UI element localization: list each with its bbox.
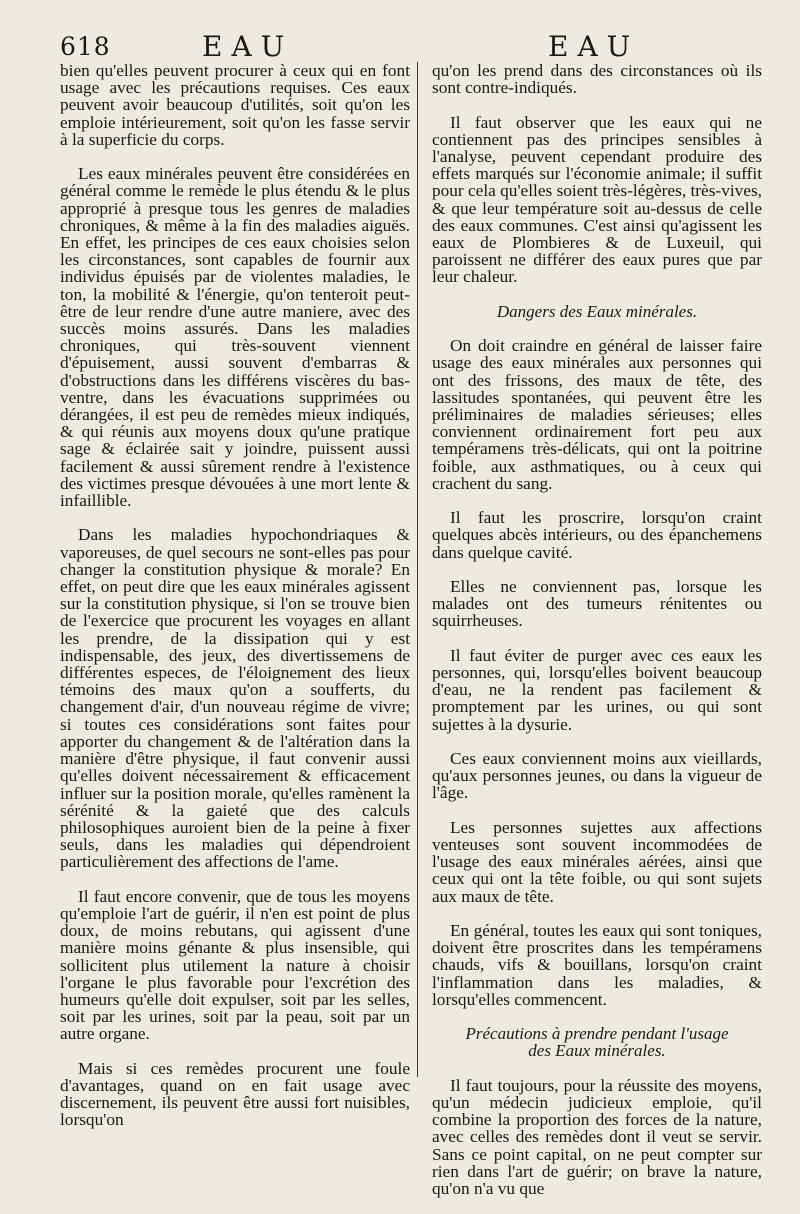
paragraph: Il faut éviter de purger avec ces eaux les personnes, qui, lorsqu'elles boivent beaucoup d'eau, ne la rendent pas facilement & promptement par les urines, ou qui sont sujettes à la dysurie.	[432, 645, 762, 734]
paragraph: Il faut toujours, pour la réussite des moyens, qu'un médecin judicieux emploie, qu'il combine la proportion des forces de la nature, avec celles des remèdes dont il veut se servir. Sans ce point capital, on ne peut compter sur rien dans l'art de guérir; on brave la nature, qu'on n'a vu que	[432, 1075, 762, 1199]
paragraph: qu'on les prend dans des circonstances où ils sont contre-indiqués.	[432, 61, 762, 98]
paragraph: bien qu'elles peuvent procurer à ceux qui en font usage avec les précautions requises. Ces eaux peuvent avoir beaucoup d'utilités, soit qu'on les emploie intérieurement, soit qu'on les fasse servir à la superficie du corps.	[60, 61, 410, 149]
paragraph: Il faut observer que les eaux qui ne contiennent pas des principes sensibles à l'analyse, peuvent cependant produire des effets marqués sur l'économie animale; il suffit pour cela qu'elles soient très-légères, très-vives, & que leur température soit au-dessus de celle des eaux communes. C'est ainsi qu'agissent les eaux de Plombieres & de Luxeuil, qui paroissent ne différer des eaux pures que par leur chaleur.	[432, 112, 762, 287]
section-heading: Dangers des Eaux minérales.	[496, 301, 698, 321]
page-header	[60, 30, 764, 64]
paragraph: On doit craindre en général de laisser faire usage des eaux minérales aux personnes qui ont des frissons, des maux de tête, des lassitudes spontanées, qui peuvent être les préliminaires de maladies sérieuses; elles conviennent ordinairement fort peu aux tempéramens très-délicats, qui ont la poitrine foible, aux asthmatiques, ou à ceux qui crachent du sang.	[432, 336, 762, 493]
page-number: 618	[60, 32, 111, 61]
paragraph: Ces eaux conviennent moins aux vieillards, qu'aux personnes jeunes, ou dans la vigueur de l'âge.	[432, 749, 762, 803]
paragraph: En général, toutes les eaux qui sont toniques, doivent être proscrites dans les tempéramens chauds, vifs & bouillans, lorsqu'on craint l'inflammation dans les maladies, & lorsqu'elles commencent.	[432, 921, 762, 1009]
paragraph: Il faut les proscrire, lorsqu'on craint quelques abcès intérieurs, ou des épanchemens dans quelque cavité.	[432, 508, 762, 562]
running-head-left: EAU	[202, 30, 294, 63]
section-heading: Précautions à prendre pendant l'usage des Eaux minérales.	[465, 1024, 729, 1061]
column-divider	[417, 62, 418, 1077]
right-column	[432, 62, 762, 1214]
paragraph: Les personnes sujettes aux affections venteuses sont souvent incommodées de l'usage des eaux minérales aérées, ainsi que ceux qui ont la tête foible, ou qui sont sujets aux maux de tête.	[432, 817, 762, 906]
paragraph: Elles ne conviennent pas, lorsque les malades ont des tumeurs rénitentes ou squirrheuses.	[432, 577, 762, 631]
paragraph: Les eaux minérales peuvent être considérées en général comme le remède le plus étendu & le plus approprié à presque tous les genres de maladies chroniques, & même à la fin des maladies aiguës. En effet, les principes de ces eaux choisies selon les circonstances, sont capables de fournir aux individus épuisés par de violentes maladies, le ton, la mobilité & l'énergie, qu'on tenteroit peut-être de leur rendre d'une autre maniere, avec des succès moins assurés. Dans les maladies chroniques, qui très-souvent viennent d'épuisement, aussi souvent d'embarras & d'obstructions dans les différens viscères du bas-ventre, dans les évacuations supprimées ou dérangées, il est peu de remèdes mieux indiqués, & qui réunis aux moyens doux qu'une pratique sage & éclairée sait y joindre, puissent aussi facilement & aussi sûrement rendre à l'existence des victimes presque dévouées à une mort lente & infaillible.	[60, 164, 410, 511]
paragraph: Dans les maladies hypochondriaques & vaporeuses, de quel secours ne sont-elles pas pour changer la constitution physique & morale? En effet, on peut dire que les eaux minérales agissent sur la constitution physique, si l'on se trouve bien de l'exercice que procurent les voyages en allant les prendre, de la dissipation qui y est indispensable, des jeux, des divertissemens de différentes especes, de l'éloignement des lieux témoins des maux qu'on a soufferts, du changement d'air, d'un nouveau régime de vivre; si toutes ces considérations sont faites pour apporter du changement & de l'altération dans la manière d'être physique, il faut convenir aussi qu'elles doivent nécessairement & efficacement influer sur la position morale, qu'elles ramènent la sérénité & la gaieté que des calculs philosophiques auroient bien de la peine à fixer seuls, dans les maladies qui dépendroient particulièrement des affections de l'ame.	[60, 525, 410, 872]
paragraph: Il faut encore convenir, que de tous les moyens qu'emploie l'art de guérir, il n'en est point de plus doux, de moins rebutans, qui agissent d'une manière moins génante & plus insensible, qui sollicitent plus utilement la nature à choisir l'organe le plus favorable pour l'excrétion des humeurs qu'elle doit expulser, soit par les selles, soit par les urines, soit par la peau, soit par un autre organe.	[60, 886, 410, 1044]
running-head-right: EAU	[548, 30, 640, 63]
left-column	[60, 62, 410, 1146]
paragraph: Mais si ces remèdes procurent une foule d'avantages, quand on en fait usage avec discernement, ils peuvent être aussi fort nuisibles, lorsqu'on	[60, 1058, 410, 1130]
